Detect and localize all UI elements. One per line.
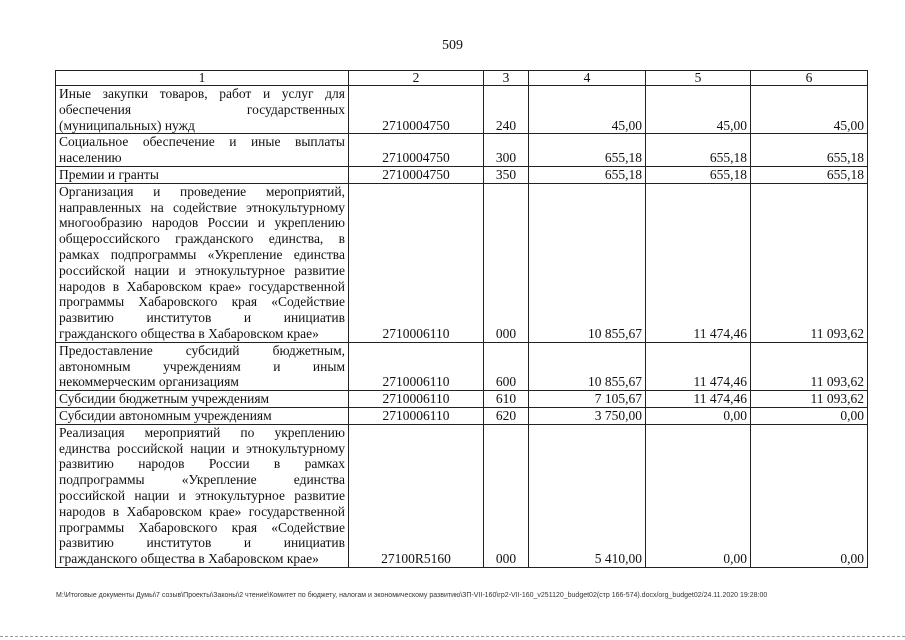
row-code: 2710006110 — [349, 391, 484, 408]
row-value-2022: 11 093,62 — [751, 391, 868, 408]
row-code: 2710004750 — [349, 86, 484, 134]
row-expense-type: 000 — [484, 424, 529, 567]
row-name-line: некоммерческим организациям — [59, 374, 239, 390]
row-name-line: развитию народов России в рамках — [59, 456, 345, 472]
row-expense-type: 300 — [484, 134, 529, 167]
row-value-2021: 0,00 — [646, 424, 751, 567]
row-name-line: российской нации и этнокультурное развитие — [59, 262, 345, 278]
file-path-footer: M:\Итоговые документы Думы\7 созыв\Проекты\Законы\2 чтение\Комитет по бюджету, налогам и экономическому развитию\ЗП-VII-160\гр2-VII-160_v251120_budget02(стр 166-574).docx/org_budget02/24.11.2020 19:28:00 — [56, 592, 768, 599]
row-value-2020: 5 410,00 — [529, 424, 646, 567]
row-name-line: Предоставление субсидий бюджетным, — [59, 342, 345, 358]
row-name-line: обеспечения государственных — [59, 101, 345, 117]
table-row — [56, 166, 868, 183]
row-expense-type: 240 — [484, 86, 529, 134]
row-value-2021: 0,00 — [646, 407, 751, 424]
row-value-2021: 655,18 — [646, 134, 751, 167]
row-name-line: Иные закупки товаров, работ и услуг для — [59, 86, 345, 101]
row-value-2020: 45,00 — [529, 86, 646, 134]
row-name-line: общероссийского гражданского единства, в — [59, 231, 345, 247]
table-row — [56, 424, 868, 567]
row-name-line: многообразию народов России и укреплению — [59, 215, 345, 231]
row-name — [56, 342, 349, 390]
row-value-2022: 45,00 — [751, 86, 868, 134]
row-name — [56, 86, 349, 134]
table-row — [56, 134, 868, 167]
row-value-2021: 11 474,46 — [646, 183, 751, 342]
header-col-1: 1 — [56, 71, 349, 86]
header-col-3: 3 — [484, 71, 529, 86]
budget-table — [55, 70, 868, 568]
row-value-2020: 10 855,67 — [529, 342, 646, 390]
row-name — [56, 391, 349, 408]
row-name-line: направленных на содействие этнокультурному — [59, 199, 345, 215]
header-col-2: 2 — [349, 71, 484, 86]
row-value-2020: 10 855,67 — [529, 183, 646, 342]
row-name — [56, 407, 349, 424]
page-number: 509 — [442, 38, 463, 53]
row-name-line: Организация и проведение мероприятий, — [59, 183, 345, 199]
table-row — [56, 86, 868, 134]
row-name — [56, 166, 349, 183]
row-code: 2710006110 — [349, 407, 484, 424]
row-name-line: (муниципальных) нужд — [59, 117, 195, 133]
row-code: 2710006110 — [349, 342, 484, 390]
row-name-line: развитию институтов и инициатив — [59, 535, 345, 551]
row-value-2022: 0,00 — [751, 424, 868, 567]
row-name-line: народов в Хабаровском крае» государственной — [59, 503, 345, 519]
row-value-2020: 655,18 — [529, 134, 646, 167]
row-value-2021: 655,18 — [646, 166, 751, 183]
row-value-2020: 655,18 — [529, 166, 646, 183]
row-name-line: развитию институтов и инициатив — [59, 310, 345, 326]
row-name-line: рамках подпрограммы «Укрепление единства — [59, 246, 345, 262]
row-value-2021: 45,00 — [646, 86, 751, 134]
row-value-2022: 11 093,62 — [751, 342, 868, 390]
table-row — [56, 391, 868, 408]
row-value-2021: 11 474,46 — [646, 391, 751, 408]
header-col-6: 6 — [751, 71, 868, 86]
row-value-2020: 3 750,00 — [529, 407, 646, 424]
header-row — [56, 71, 868, 86]
row-name — [56, 183, 349, 342]
row-name-line: единства российской нации и этнокультурному — [59, 440, 345, 456]
row-name-line: Премии и гранты — [59, 166, 159, 182]
row-value-2022: 11 093,62 — [751, 183, 868, 342]
row-value-2020: 7 105,67 — [529, 391, 646, 408]
row-value-2022: 655,18 — [751, 134, 868, 167]
row-name — [56, 424, 349, 567]
row-name-line: программы Хабаровского края «Содействие — [59, 294, 345, 310]
row-name-line: программы Хабаровского края «Содействие — [59, 519, 345, 535]
row-name-line: населению — [59, 150, 122, 166]
header-col-5: 5 — [646, 71, 751, 86]
row-name-line: гражданского общества в Хабаровском крае» — [59, 325, 319, 341]
row-value-2021: 11 474,46 — [646, 342, 751, 390]
row-name-line: Субсидии бюджетным учреждениям — [59, 391, 270, 407]
row-expense-type: 000 — [484, 183, 529, 342]
row-name-line: Реализация мероприятий по укреплению — [59, 424, 345, 440]
row-code: 27100R5160 — [349, 424, 484, 567]
row-code: 2710004750 — [349, 166, 484, 183]
row-value-2022: 655,18 — [751, 166, 868, 183]
row-name-line: российской нации и этнокультурное развитие — [59, 487, 345, 503]
row-name-line: народов в Хабаровском крае» государственной — [59, 278, 345, 294]
table-row — [56, 342, 868, 390]
row-expense-type: 610 — [484, 391, 529, 408]
row-value-2022: 0,00 — [751, 407, 868, 424]
table-row — [56, 407, 868, 424]
row-name-line: подпрограммы «Укрепление единства — [59, 472, 345, 488]
row-name-line: гражданского общества в Хабаровском крае» — [59, 551, 319, 567]
row-expense-type: 600 — [484, 342, 529, 390]
row-name-line: Субсидии автономным учреждениям — [59, 407, 272, 423]
row-expense-type: 350 — [484, 166, 529, 183]
row-name-line: Социальное обеспечение и иные выплаты — [59, 134, 345, 150]
table-row — [56, 183, 868, 342]
row-code: 2710006110 — [349, 183, 484, 342]
row-code: 2710004750 — [349, 134, 484, 167]
table-body — [56, 86, 868, 568]
page-edge — [0, 636, 905, 640]
header-col-4: 4 — [529, 71, 646, 86]
row-name-line: автономным учреждениям и иным — [59, 358, 345, 374]
row-expense-type: 620 — [484, 407, 529, 424]
row-name — [56, 134, 349, 167]
